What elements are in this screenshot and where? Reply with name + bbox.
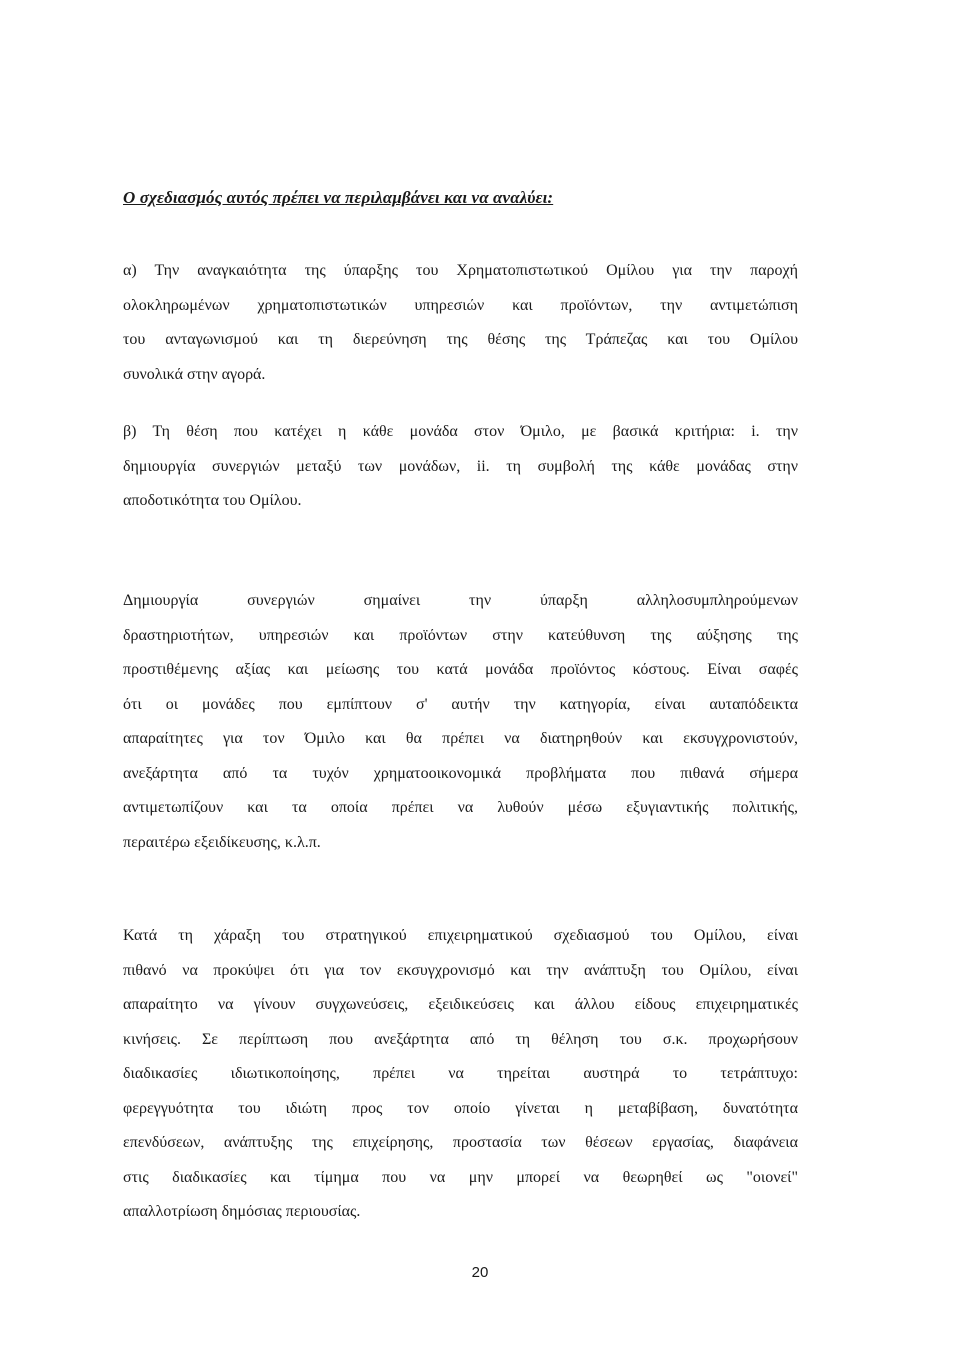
text-line: ανεξάρτητα από τα τυχόν χρηματοοικονομικά προβλήματα που πιθανά σήμερα bbox=[123, 764, 798, 782]
section-heading: Ο σχεδιασμός αυτός πρέπει να περιλαμβάνει και να αναλύει: bbox=[123, 188, 554, 207]
text-line: α) Την αναγκαιότητα της ύπαρξης του Χρηματοπιστωτικού Ομίλου για την παροχή bbox=[123, 262, 798, 279]
paragraph-alpha bbox=[123, 254, 798, 392]
text-line: του ανταγωνισμού και τη διερεύνηση της θέσης της Τράπεζας και του Ομίλου bbox=[123, 331, 798, 348]
text-line: στις διαδικασίες και τίμημα που να μην μπορεί να θεωρηθεί ως "οιονεί" bbox=[123, 1168, 798, 1186]
text-line: συνολικά στην αγορά. bbox=[123, 365, 266, 383]
text-line: προστιθέμενης αξίας και μείωσης του κατά μονάδα προϊόντος κόστους. Είναι σαφές bbox=[123, 661, 798, 678]
text-line: απαραίτητες για τον Όμιλο και θα πρέπει να διατηρηθούν και εκσυγχρονιστούν, bbox=[123, 730, 798, 747]
text-line: περαιτέρω εξειδίκευσης, κ.λ.π. bbox=[123, 833, 321, 851]
text-line: Δημιουργία συνεργιών σημαίνει την ύπαρξη αλληλοσυμπληρούμενων bbox=[123, 592, 798, 609]
text-line: φερεγγυότητα του ιδιώτη προς τον οποίο γίνεται η μεταβίβαση, δυνατότητα bbox=[123, 1099, 798, 1117]
paragraph-strategy bbox=[123, 919, 798, 1230]
text-line: β) Τη θέση που κατέχει η κάθε μονάδα στον Όμιλο, με βασικά κριτήρια: i. την bbox=[123, 423, 798, 440]
text-line: δραστηριοτήτων, υπηρεσιών και προϊόντων στην κατεύθυνση της αύξησης της bbox=[123, 626, 798, 644]
text-line: Κατά τη χάραξη του στρατηγικού επιχειρηματικού σχεδιασμού του Ομίλου, είναι bbox=[123, 927, 798, 944]
text-line: απαλλοτρίωση δημόσιας περιουσίας. bbox=[123, 1203, 361, 1220]
text-line: αντιμετωπίζουν και τα οποία πρέπει να λυθούν μέσω εξυγιαντικής πολιτικής, bbox=[123, 799, 798, 816]
text-line: διαδικασίες ιδιωτικοποίησης, πρέπει να τηρείται αυστηρά το τετράπτυχο: bbox=[123, 1065, 798, 1082]
page-number: 20 bbox=[471, 1264, 489, 1281]
text-line: ότι οι μονάδες που εμπίπτουν σ' αυτήν την κατηγορία, είναι αυταπόδεικτα bbox=[123, 695, 798, 713]
text-line: αποδοτικότητα του Ομίλου. bbox=[123, 492, 302, 509]
paragraph-synergies bbox=[123, 584, 798, 860]
text-line: δημιουργία συνεργιών μεταξύ των μονάδων, ii. τη συμβολή της κάθε μονάδας στην bbox=[123, 457, 798, 475]
text-line: ολοκληρωμένων χρηματοπιστωτικών υπηρεσιών και προϊόντων, την αντιμετώπιση bbox=[123, 296, 798, 314]
text-line: κινήσεις. Σε περίπτωση που ανεξάρτητα από τη θέληση του σ.κ. προχωρήσουν bbox=[123, 1030, 798, 1048]
text-line: πιθανό να προκύψει ότι για τον εκσυγχρονισμό και την ανάπτυξη του Ομίλου, είναι bbox=[123, 961, 798, 979]
paragraph-beta bbox=[123, 415, 798, 519]
text-line: επενδύσεων, ανάπτυξης της επιχείρησης, προστασία των θέσεων εργασίας, διαφάνεια bbox=[123, 1134, 798, 1151]
text-line: απαραίτητο να γίνουν συγχωνεύσεις, εξειδικεύσεις και άλλου είδους επιχειρηματικές bbox=[123, 996, 798, 1013]
